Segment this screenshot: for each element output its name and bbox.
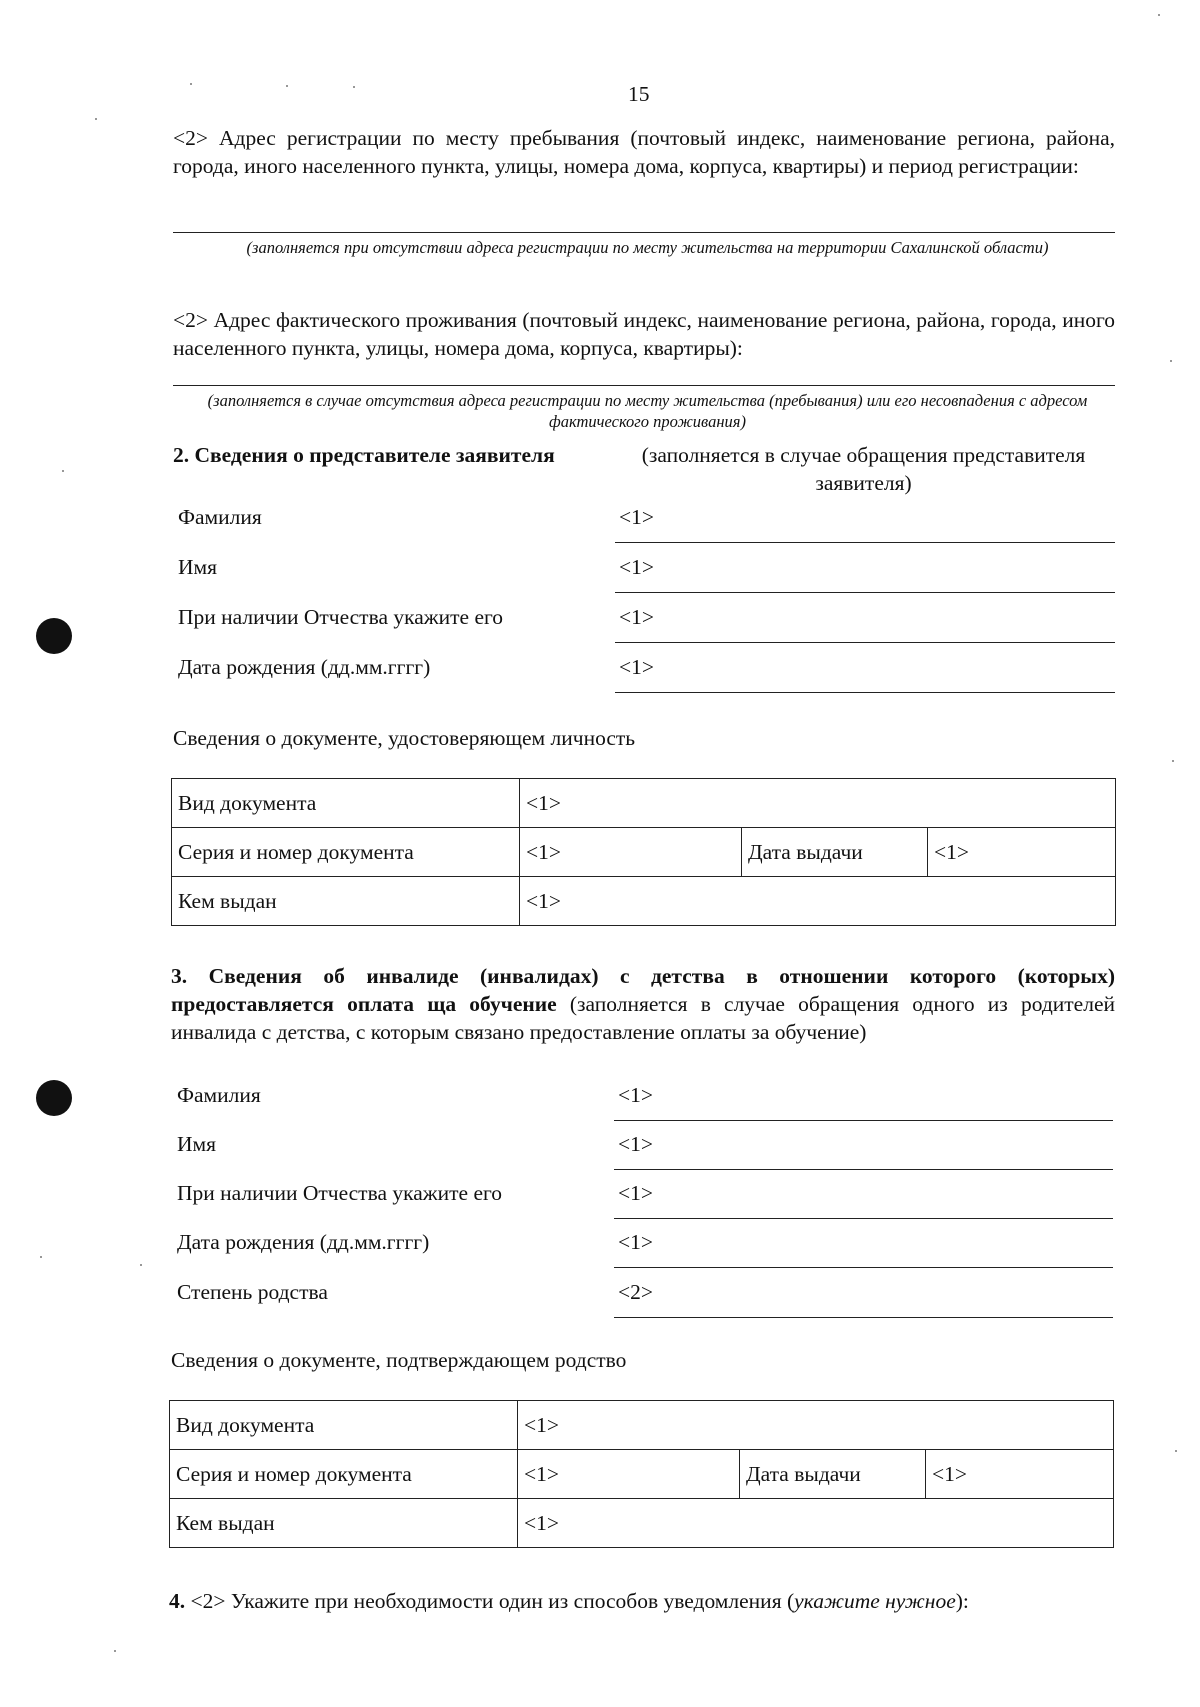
actual-residence-text: <2> Адрес фактического проживания (почтовый индекс, наименование региона, района, города, иного населенного пункта, улицы, номера дома, корпуса, квартиры): [173,308,1115,360]
scan-speck [40,1256,42,1258]
s2-patronymic-label: При наличии Отчества укажите его [178,605,504,629]
s3-kinship-line[interactable] [614,1317,1113,1318]
s2-surname-label: Фамилия [178,505,262,529]
s2-birthdate-value[interactable]: <1> [619,655,655,679]
section4-text: <2> Укажите при необходимости один из способов уведомления ( [190,1589,795,1613]
s3-name-line[interactable] [614,1169,1113,1170]
s3-doc-type-value[interactable]: <1> [518,1401,1114,1450]
scan-speck [1172,760,1174,762]
s2-birthdate-label: Дата рождения (дд.мм.гггг) [178,655,431,679]
section2-doc-caption: Сведения о документе, удостоверяющем личность [173,726,636,750]
scan-speck [62,470,64,472]
section4-italic: укажите нужное [794,1589,956,1613]
punch-hole-top [36,618,72,654]
s2-name-label: Имя [178,555,218,579]
s2-doc-issuer-label: Кем выдан [172,877,520,926]
section4-line [169,1587,1115,1615]
s3-name-value[interactable]: <1> [618,1132,654,1156]
scan-speck [140,1264,142,1266]
s3-doc-date-label: Дата выдачи [740,1450,926,1499]
s3-kinship-label: Степень родства [177,1280,328,1304]
section3-title: Сведения об инвалиде (инвалидах) с детства в отношении которого (которых) предоставляется оплата ща обучение [171,964,1116,1016]
section3-heading [171,962,1115,1046]
page-number: 15 [628,82,650,106]
punch-hole-bottom [36,1080,72,1116]
scan-speck [1158,14,1160,16]
scan-speck [114,1650,116,1652]
scan-speck [286,85,288,87]
s2-doc-date-label: Дата выдачи [742,828,928,877]
scan-speck [190,83,192,85]
s3-kinship-value[interactable]: <2> [618,1280,654,1304]
s2-birthdate-line[interactable] [615,692,1115,693]
s2-doc-type-value[interactable]: <1> [520,779,1116,828]
scan-speck [353,86,355,88]
section3-doc-caption: Сведения о документе, подтверждающем родство [171,1348,627,1372]
section3-doc-table [169,1400,1114,1548]
s2-name-value[interactable]: <1> [619,555,655,579]
s3-birthdate-line[interactable] [614,1267,1113,1268]
section2-number: 2. [173,443,190,467]
s3-patronymic-line[interactable] [614,1218,1113,1219]
section3-note: (заполняется в случае обращения одного из родителей инвалида с детства, с которым связано предоставление оплаты за обучение) [171,992,1116,1044]
registration-stay-line[interactable] [173,232,1115,233]
actual-residence-note: (заполняется в случае отсутствия адреса регистрации по месту жительства (пребывания) или его несовпадения с адресом фактического проживания) [207,391,1088,431]
s2-doc-date-value[interactable]: <1> [928,828,1116,877]
s2-surname-line[interactable] [615,542,1115,543]
s3-birthdate-label: Дата рождения (дд.мм.гггг) [177,1230,430,1254]
s3-doc-type-label: Вид документа [170,1401,518,1450]
s2-doc-series-value[interactable]: <1> [520,828,742,877]
s2-doc-series-label: Серия и номер документа [172,828,520,877]
s3-doc-issuer-label: Кем выдан [170,1499,518,1548]
actual-residence-line[interactable] [173,385,1115,386]
section3-number: 3. [171,964,188,988]
scan-speck [1170,360,1172,362]
s2-surname-value[interactable]: <1> [619,505,655,529]
section4-number: 4. [169,1589,186,1613]
s3-surname-line[interactable] [614,1120,1113,1121]
s3-birthdate-value[interactable]: <1> [618,1230,654,1254]
section2-doc-table [171,778,1116,926]
scan-speck [1175,1450,1177,1452]
s3-patronymic-value[interactable]: <1> [618,1181,654,1205]
s3-surname-label: Фамилия [177,1083,261,1107]
s2-patronymic-line[interactable] [615,642,1115,643]
s3-name-label: Имя [177,1132,217,1156]
s2-patronymic-value[interactable]: <1> [619,605,655,629]
s3-doc-series-label: Серия и номер документа [170,1450,518,1499]
s2-name-line[interactable] [615,592,1115,593]
s3-doc-issuer-value[interactable]: <1> [518,1499,1114,1548]
s3-surname-value[interactable]: <1> [618,1083,654,1107]
s2-doc-type-label: Вид документа [172,779,520,828]
s3-doc-date-value[interactable]: <1> [926,1450,1114,1499]
s2-doc-issuer-value[interactable]: <1> [520,877,1116,926]
section2-note: (заполняется в случае обращения представителя заявителя) [641,443,1086,495]
scan-speck [95,118,97,120]
section2-title: Сведения о представителе заявителя [194,443,555,467]
section4-tail: ): [955,1589,969,1613]
s3-doc-series-value[interactable]: <1> [518,1450,740,1499]
registration-stay-note: (заполняется при отсутствии адреса регистрации по месту жительства на территории Сахалинской области) [246,238,1049,257]
registration-stay-text: <2> Адрес регистрации по месту пребывания (почтовый индекс, наименование региона, района, города, иного населенного пункта, улицы, номера дома, корпуса, квартиры) и период регистрации: [173,126,1115,178]
s3-patronymic-label: При наличии Отчества укажите его [177,1181,503,1205]
